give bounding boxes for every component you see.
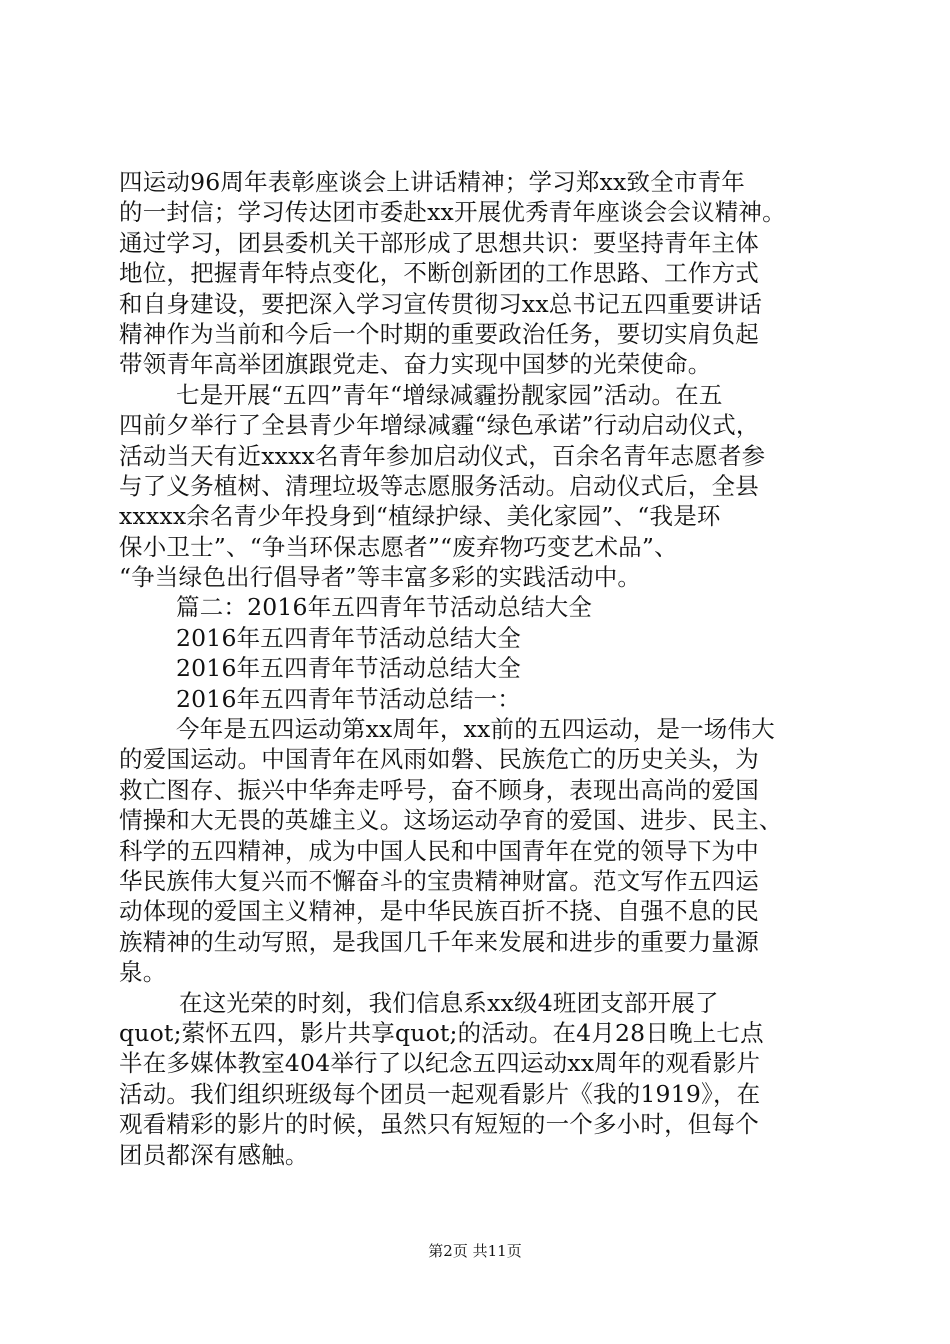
text-line: 今年是五四运动第xx周年，xx前的五四运动，是一场伟大 [176, 715, 775, 744]
text-line: 科学的五四精神，成为中国人民和中国青年在党的领导下为中 [119, 836, 759, 865]
text-line: 四运动96周年表彰座谈会上讲话精神；学习郑xx致全市青年 [119, 168, 746, 196]
text-line: 保小卫士”、“争当环保志愿者”“废弃物巧变艺术品”、 [119, 532, 678, 561]
text-line: 带领青年高举团旗跟党走、奋力实现中国梦的光荣使命。 [119, 350, 712, 379]
text-line: 活动。我们组织班级每个团员一起观看影片《我的1919》，在 [119, 1079, 761, 1108]
text-line: 精神作为当前和今后一个时期的重要政治任务，要切实肩负起 [119, 319, 759, 348]
text-line: 地位，把握青年特点变化，不断创新团的工作思路、工作方式 [119, 259, 759, 288]
text-line: 七是开展“五四”青年“增绿减霾扮靓家园”活动。在五 [176, 380, 723, 409]
text-line: 篇二：2016年五四青年节活动总结大全 [176, 593, 593, 622]
page-footer: 第2页 共11页 [428, 1242, 522, 1260]
text-line: 半在多媒体教室404举行了以纪念五四运动xx周年的观看影片 [119, 1049, 761, 1078]
text-line: 族精神的生动写照，是我国几千年来发展和进步的重要力量源 [119, 927, 759, 956]
text-line: 泉。 [119, 958, 167, 987]
text-line: “争当绿色出行倡导者”等丰富多彩的实践活动中。 [119, 563, 642, 592]
text-line: 2016年五四青年节活动总结大全 [176, 654, 522, 683]
text-line: 情操和大无畏的英雄主义。这场运动孕育的爱国、进步、民主、 [119, 806, 783, 835]
text-line: 与了义务植树、清理垃圾等志愿服务活动。启动仪式后，全县 [119, 471, 759, 500]
text-line: 的爱国运动。中国青年在风雨如磐、民族危亡的历史关头，为 [119, 745, 759, 774]
text-line: 通过学习，团县委机关干部形成了思想共识：要坚持青年主体 [119, 228, 759, 257]
text-line: 2016年五四青年节活动总结一： [176, 684, 522, 713]
text-line: 的一封信；学习传达团市委赴xx开展优秀青年座谈会会议精神。 [119, 198, 786, 227]
text-line: 观看精彩的影片的时候，虽然只有短短的一个多小时，但每个 [119, 1110, 759, 1139]
text-line: 2016年五四青年节活动总结大全 [176, 623, 522, 652]
text-line: xxxxx余名青少年投身到“植绿护绿、美化家园”、“我是环 [119, 502, 721, 531]
text-line: quot;萦怀五四，影片共享quot;的活动。在4月28日晚上七点 [119, 1018, 764, 1047]
text-line: 四前夕举行了全县青少年增绿减霾“绿色承诺”行动启动仪式， [119, 411, 760, 440]
text-line: 救亡图存、振兴中华奔走呼号，奋不顾身，表现出高尚的爱国 [119, 775, 759, 804]
text-line: 华民族伟大复兴而不懈奋斗的宝贵精神财富。范文写作五四运 [119, 866, 759, 895]
text-line: 和自身建设，要把深入学习宣传贯彻习xx总书记五四重要讲话 [119, 289, 763, 318]
document-body [119, 167, 831, 1170]
text-line: 活动当天有近xxxx名青年参加启动仪式，百余名青年志愿者参 [119, 441, 766, 470]
text-line: 团员都深有感触。 [119, 1140, 309, 1169]
text-line: 在这光荣的时刻，我们信息系xx级4班团支部开展了 [179, 988, 719, 1017]
text-line: 动体现的爱国主义精神，是中华民族百折不挠、自强不息的民 [119, 897, 759, 926]
